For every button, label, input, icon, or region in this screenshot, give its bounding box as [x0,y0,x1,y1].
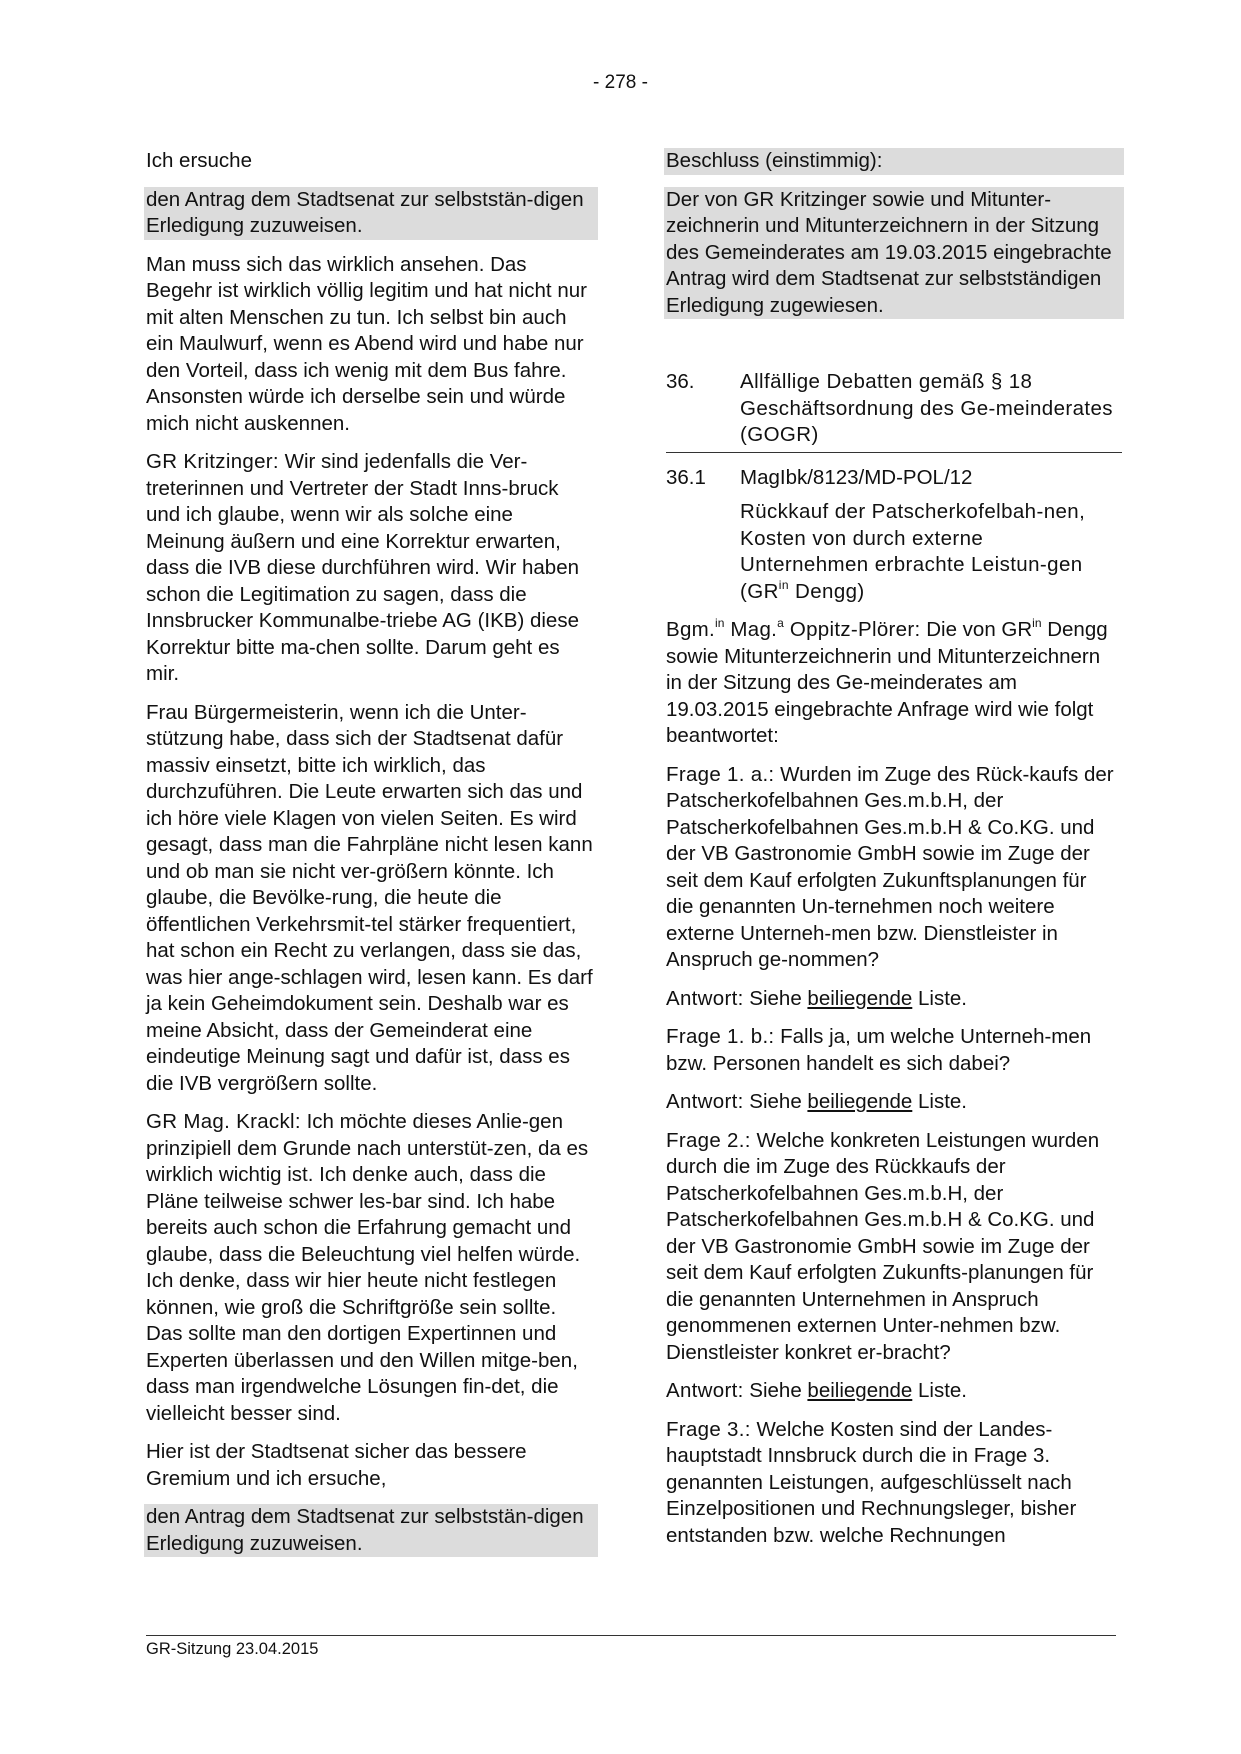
answer: Antwort: Siehe beiliegende Liste. [666,986,967,1010]
beschluss-label: Beschluss (einstimmig): [664,148,1124,175]
speaker-name: GR Kritzinger: [146,450,279,473]
answer-label: Antwort: [666,986,744,1010]
shaded-motion: den Antrag dem Stadtsenat zur selbststän-digen Erledigung zuzuweisen. [144,187,598,240]
speaker-text: Wir sind jedenfalls die Ver-treterinnen und Vertreter der Stadt Inns-bruck und ich glaube, wenn wir als solche eine Meinung äußern und eine Korrektur erwarten, dass die IVB diese durchführen wird. Wir haben schon die Legitimation zu sagen, dass die Innsbrucker Kommunalbe-triebe AG (IKB) diese Korrektur bitte ma-chen sollte. Darum geht es mir. [146,450,580,685]
paragraph [146,1109,596,1427]
paragraph [146,449,596,688]
question: Frage 2.: Welche konkreten Leistungen wurden durch die im Zuge des Rückkaufs der Patscherkofelbahnen Ges.m.b.H, der Patscherkofelbahnen Ges.m.b.H & Co.KG. und der VB Gastronomie GmbH sowie im Zuge der seit dem Kauf erfolgten Zukunfts-planungen für die genannten Unternehmen in Anspruch genommenen externen Unter-nehmen bzw. Dienstleister konkret er-bracht? [666,1128,1100,1364]
paragraph: Ich ersuche [146,149,252,172]
agenda-number: 36. [666,370,695,393]
mayor-answer-intro: Bgm.$^{in}$ Mag.$^a$ Oppitz-Plörer: Die von $GR^{in}$ Dengg sowie Mitunterzeichnerin und Mitunterzeichnern in der Sitzung des Ge-meinderates am 19.03.2015 eingebrachte Anfrage wird wie folgt beantwortet: [666,616,1108,747]
paragraph: Frau Bürgermeisterin, wenn ich die Unter-stützung habe, dass sich der Stadtsenat dafür massiv einsetzt, bitte ich wirklich, das durchzuführen. Die Leute erwarten sich das und ich höre viele Klagen von vielen Seiten. Es wird gesagt, dass man die Fahrpläne nicht lesen kann und ob man sie nicht ver-größern könnte. Ich glaube, die Bevölke-rung, die heute die öffentlichen Verkehrsmit-tel stärker frequentiert, hat schon ein Recht zu verlangen, dass sie das, was hier ange-schlagen wird, lesen kann. Es darf ja kein Geheimdokument sein. Deshalb war es meine Absicht, dass der Gemeinderat eine eindeutige Meinung sagt und dafür ist, dass es die IVB vergrößern sollte. [146,700,593,1095]
question: Frage 1. a.: Wurden im Zuge des Rück-kaufs der Patscherkofelbahnen Ges.m.b.H, der Patscherkofelbahnen Ges.m.b.H & Co.KG. und der VB Gastronomie GmbH sowie im Zuge der seit dem Kauf erfolgten Zukunftsplanungen für die genannten Un-ternehmen noch weitere externe Unterneh-men bzw. Dienstleister in Anspruch ge-nommen? [666,762,1114,971]
attachment-link[interactable]: beiliegende [807,986,913,1010]
answer: Antwort: Siehe beiliegende Liste. [666,1090,967,1113]
answer: Antwort: Siehe beiliegende Liste. [666,1379,967,1402]
attachment-link[interactable]: beiliegende [807,1379,913,1402]
footer-session-date: GR-Sitzung 23.04.2015 [146,1640,319,1658]
answer-label: Antwort: [666,1379,744,1402]
agenda-reference: MagIbk/8123/MD-POL/12 [740,465,973,489]
agenda-number: 36.1 [666,465,706,489]
agenda-item-36 [666,369,1122,453]
question-label: Frage 3.: [666,1417,751,1441]
question: Frage 1. b.: Falls ja, um welche Unterneh-men bzw. Personen handelt es sich dabei? [666,1025,1092,1075]
page-number: - 278 - [593,72,648,93]
agenda-item-36-1 [666,465,1116,606]
right-column [666,148,1116,1561]
paragraph: Man muss sich das wirklich ansehen. Das Begehr ist wirklich völlig legitim und hat nicht nur mit alten Menschen zu tun. Ich selbst bin auch ein Maulwurf, wenn es Abend wird und habe nur den Vorteil, dass ich wenig mit dem Bus fahre. Ansonsten würde ich derselbe sein und würde mich nicht auskennen. [146,252,587,435]
question-label: Frage 2.: [666,1128,751,1152]
paragraph: Hier ist der Stadtsenat sicher das bessere Gremium und ich ersuche, [146,1440,527,1490]
footer-divider [146,1635,1116,1636]
question-label: Frage 1. a.: [666,762,775,786]
question-label: Frage 1. b.: [666,1025,775,1048]
agenda-title: Allfällige Debatten gemäß § 18 Geschäftsordnung des Ge-meinderates (GOGR) [740,370,1113,446]
attachment-link[interactable]: beiliegende [807,1090,913,1113]
answer-label: Antwort: [666,1090,744,1113]
agenda-subtitle: Rückkauf der Patscherkofelbah-nen, Kosten von durch externe Unternehmen erbrachte Leistun-gen ($GR^{in}$ Dengg) [740,500,1086,603]
speaker-text: Ich möchte dieses Anlie-gen prinzipiell dem Grunde nach unterstüt-zen, da es wirklich wichtig ist. Ich denke auch, dass die Pläne teilweise schwer les-bar sind. Ich habe bereits auch schon die Erfahrung gemacht und glaube, dass die Beleuchtung viel helfen würde. Ich denke, dass wir hier heute nicht festlegen können, wie groß die Schriftgröße sein sollte. Das sollte man den dortigen Expertinnen und Experten überlassen und den Willen mitge-ben, dass man irgendwelche Lösungen fin-det, die vielleicht besser sind. [146,1110,589,1425]
question: Frage 3.: Welche Kosten sind der Landes-hauptstadt Innsbruck durch die in Frage 3. genannten Leistungen, aufgeschlüsselt nach Einzelpositionen und Rechnungsleger, bisher entstanden bzw. welche Rechnungen [666,1417,1077,1547]
speaker-name: GR Mag. Krackl: [146,1110,301,1133]
shaded-motion: den Antrag dem Stadtsenat zur selbststän-digen Erledigung zuzuweisen. [144,1504,598,1557]
beschluss-text: Der von GR Kritzinger sowie und Mitunter-zeichnerin und Mitunterzeichnern in der Sitzung des Gemeinderates am 19.03.2015 eingebrachte Antrag wird dem Stadtsenat zur selbstständigen Erledigung zugewiesen. [664,187,1124,320]
left-column [146,148,596,1569]
